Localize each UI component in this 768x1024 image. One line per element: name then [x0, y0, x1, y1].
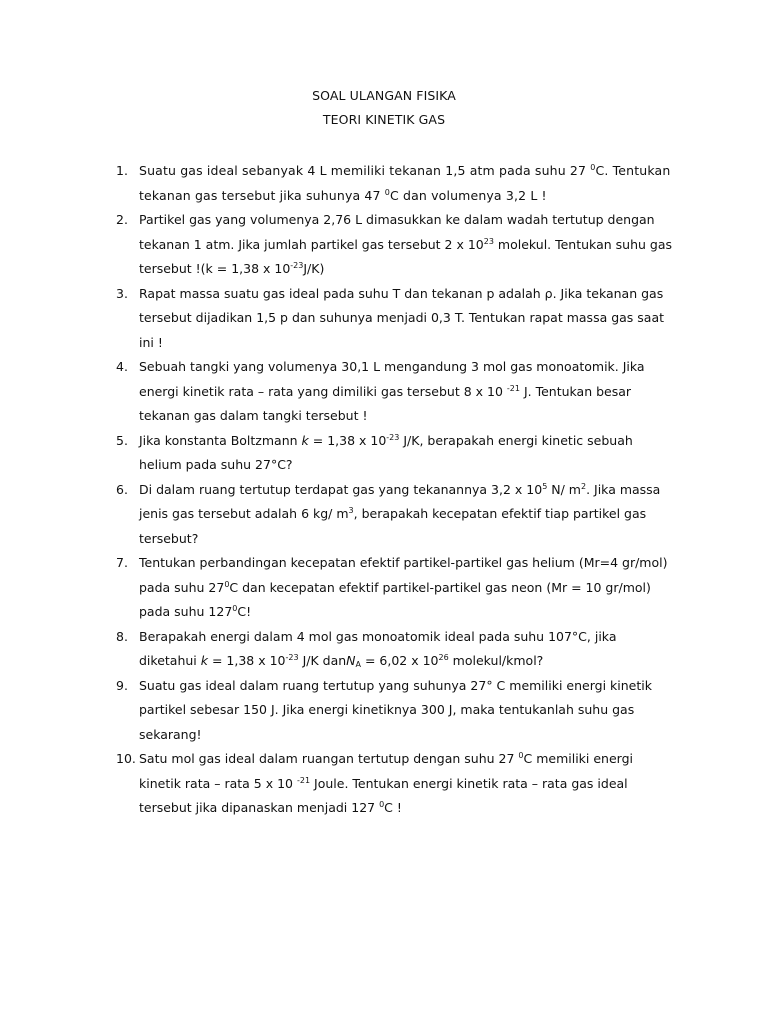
question-number: 4.: [116, 359, 128, 374]
question-item: [116, 159, 676, 208]
question-item: [116, 674, 676, 748]
question-number: 1.: [116, 163, 128, 178]
question-text: Di dalam ruang tertutup terdapat gas yang tekanannya 3,2 x $10^5$ N/ $m^2$. Jika massa jenis gas tersebut adalah 6 kg/ $m^3$, berapakah kecepatan efektif tiap partikel gas tersebut?: [139, 481, 661, 546]
question-item: [116, 478, 676, 552]
question-item: [116, 551, 676, 625]
document-subtitle: TEORI KINETIK GAS: [322, 112, 446, 127]
question-text: Suatu gas ideal sebanyak 4 L memiliki tekanan 1,5 atm pada suhu 27 $^0$C. Tentukan tekanan gas tersebut jika suhunya 47 $^0$C dan volumenya 3,2 L !: [139, 163, 671, 203]
question-item: [116, 282, 676, 356]
question-text: Suatu gas ideal dalam ruang tertutup yang suhunya 27° C memiliki energi kinetik partikel sebesar 150 J. Jika energi kinetiknya 300 J, maka tentukanlah suhu gas sekarang!: [139, 677, 652, 742]
question-number: 5.: [116, 432, 128, 448]
question-number: 8.: [116, 628, 128, 644]
question-number: 7.: [116, 555, 128, 570]
question-number: 3.: [116, 285, 128, 301]
question-list: [116, 159, 676, 821]
question-item: [116, 355, 676, 429]
document-title: SOAL ULANGAN FISIKA: [312, 88, 456, 103]
question-item: [116, 747, 676, 821]
question-text: Jika konstanta Boltzmann k = 1,38 x $10^{-23}$ J/K, berapakah energi kinetic sebuah helium pada suhu 27°C?: [139, 432, 633, 472]
question-number: 6.: [116, 481, 128, 497]
question-item: [116, 429, 676, 478]
question-text: Partikel gas yang volumenya 2,76 L dimasukkan ke dalam wadah tertutup dengan tekanan 1 atm. Jika jumlah partikel gas tersebut 2 x $10^{23}$ molekul. Tentukan suhu gas tersebut !(k = 1,38 x $10^{-23}J/K$): [139, 212, 672, 276]
question-text: Sebuah tangki yang volumenya 30,1 L mengandung 3 mol gas monoatomik. Jika energi kinetik rata – rata yang dimiliki gas tersebut 8 x 10 $^{-21}$ J. Tentukan besar tekanan gas dalam tangki tersebut !: [139, 359, 645, 423]
question-number: 10.: [116, 751, 136, 766]
question-number: 2.: [116, 212, 128, 227]
question-text: Rapat massa suatu gas ideal pada suhu T dan tekanan p adalah ρ. Jika tekanan gas tersebut dijadikan 1,5 p dan suhunya menjadi 0,3 T. Tentukan rapat massa gas saat ini !: [139, 285, 665, 350]
question-item: [116, 625, 676, 674]
question-item: [116, 208, 676, 282]
question-text: Berapakah energi dalam 4 mol gas monoatomik ideal pada suhu 107°C, jika diketahui k = 1,38 x $10^{-23}$ J/K danN$_A$ = 6,02 x $10^{26}$ molekul/kmol?: [139, 628, 617, 669]
question-number: 9.: [116, 677, 128, 693]
question-text: Tentukan perbandingan kecepatan efektif partikel-partikel gas helium (Mr=4 gr/mol) pada suhu $27^0C$ dan kecepatan efektif partikel-partikel gas neon (Mr = 10 gr/mol) pada suhu $127^0C$!: [139, 555, 668, 619]
question-text: Satu mol gas ideal dalam ruangan tertutup dengan suhu 27 $^0$C memiliki energi kinetik rata – rata 5 x 10 $^{-21}$ Joule. Tentukan energi kinetik rata – rata gas ideal tersebut jika dipanaskan menjadi 127 $^0$C !: [139, 751, 633, 815]
